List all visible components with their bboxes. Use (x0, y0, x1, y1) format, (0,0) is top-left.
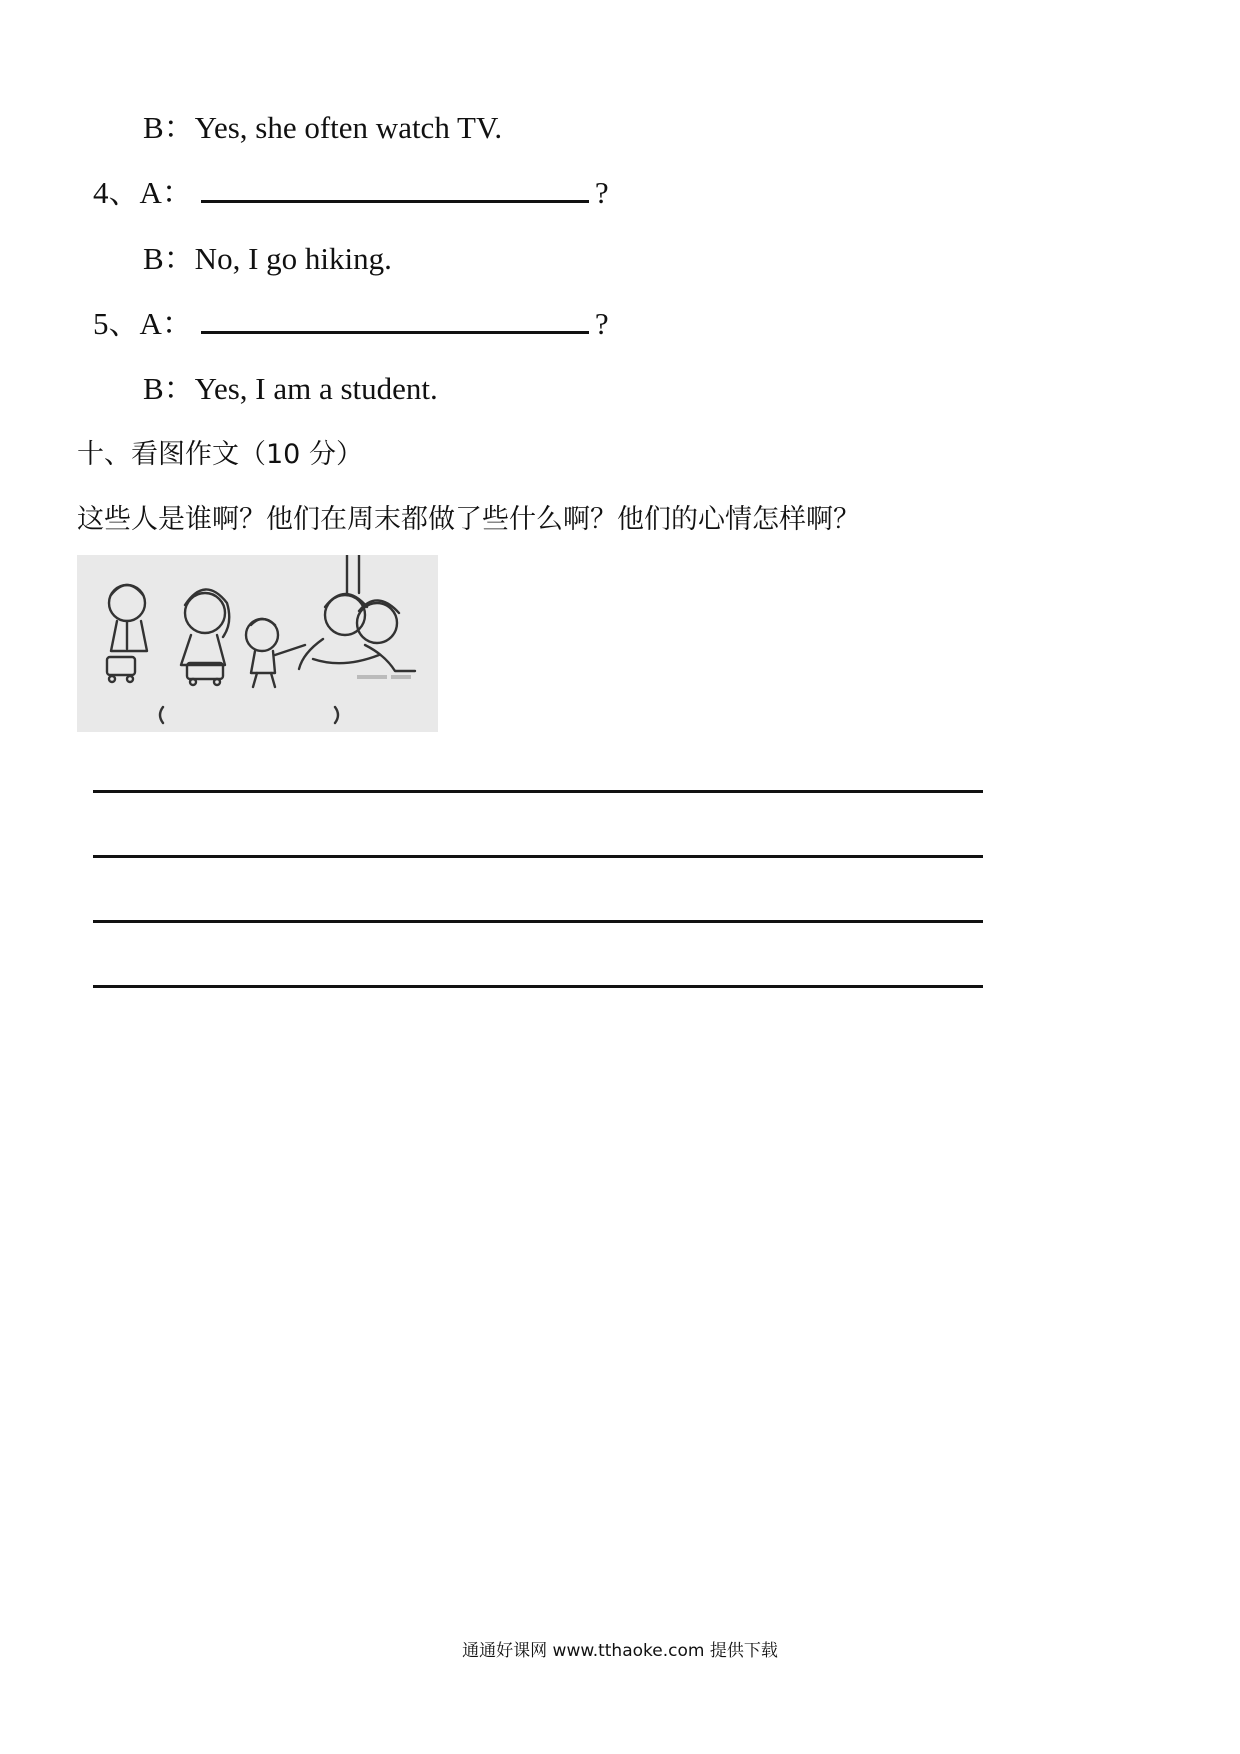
writing-line-3[interactable] (93, 920, 983, 923)
q4-answer-blank[interactable] (201, 182, 589, 203)
q5-question-a (93, 298, 609, 343)
footer-credit: 通通好课网 www.tthaoke.com 提供下载 (462, 1641, 778, 1661)
q4-answer-b: B：No, I go hiking. (143, 241, 392, 276)
writing-line-2[interactable] (93, 855, 983, 858)
section-10-prompt: 这些人是谁啊？他们在周末都做了些什么啊？他们的心情怎样啊？ (77, 504, 860, 535)
q5-prefix: 5、A： (93, 306, 193, 341)
q5-answer-blank[interactable] (201, 313, 589, 334)
writing-line-4[interactable] (93, 985, 983, 988)
q3-answer-b: B：Yes, she often watch TV. (143, 110, 503, 145)
family-illustration (77, 555, 438, 732)
section-10-title: 十、看图作文（10 分） (77, 439, 363, 470)
family-sketch-image (77, 555, 438, 732)
q4-question-a (93, 167, 609, 212)
q4-prefix: 4、A： (93, 175, 193, 210)
q4-suffix: ? (594, 175, 609, 210)
writing-line-1[interactable] (93, 790, 983, 793)
q5-answer-b: B：Yes, I am a student. (143, 371, 438, 406)
q5-suffix: ? (594, 306, 609, 341)
